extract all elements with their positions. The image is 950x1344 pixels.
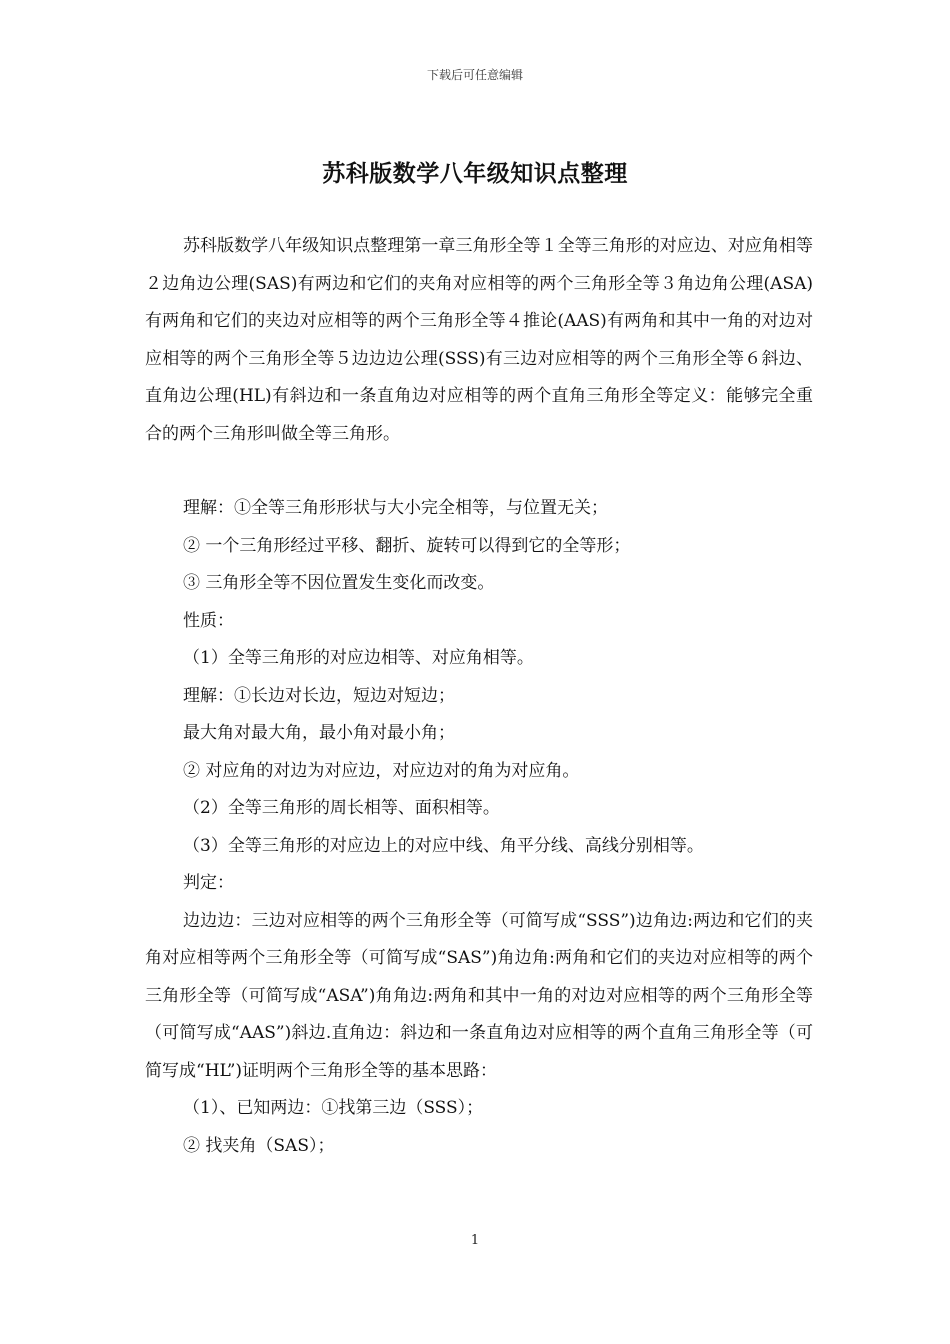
property-1-understanding: 理解：①长边对长边，短边对短边； xyxy=(183,685,455,706)
proof-step-1: （1）、已知两边：①找第三边（SSS）； xyxy=(183,1098,484,1118)
understanding-line-2: ② 一个三角形经过平移、翻折、旋转可以得到它的全等形； xyxy=(183,535,631,556)
proof-step-2: ② 找夹角（SAS）； xyxy=(183,1135,335,1156)
header-note: 下载后可任意编辑 xyxy=(426,68,523,82)
document-body xyxy=(145,228,813,1165)
judgement-paragraph: 边边边：三边对应相等的两个三角形全等（可简写成“SSS”)边角边:两边和它们的夹角对应相等两个三角形全等（可简写成“SAS”)角边角:两角和它们的夹边对应相等的两个三角形全等（可简写成“ASA”)角角边:两角和其中一角的对边对应相等的两个三角形全等（可简写成“AAS”)斜边.直角边：斜边和一条直角边对应相等的两个直角三角形全等（可简写成“HL”)证明两个三角形全等的基本思路： xyxy=(145,910,813,1081)
property-3: （3）全等三角形的对应边上的对应中线、角平分线、高线分别相等。 xyxy=(183,835,704,856)
property-1-understanding-2: 最大角对最大角，最小角对最小角； xyxy=(183,723,455,743)
property-1: （1）全等三角形的对应边相等、对应角相等。 xyxy=(183,648,534,668)
intro-paragraph: 苏科版数学八年级知识点整理第一章三角形全等１全等三角形的对应边、对应角相等２边角边公理(SAS)有两边和它们的夹角对应相等的两个三角形全等３角边角公理(ASA)有两角和它们的夹边对应相等的两个三角形全等４推论(AAS)有两角和其中一角的对边对应相等的两个三角形全等５边边边公理(SSS)有三边对应相等的两个三角形全等６斜边、直角边公理(HL)有斜边和一条直角边对应相等的两个直角三角形全等定义：能够完全重合的两个三角形叫做全等三角形。 xyxy=(145,236,813,444)
property-2: （2）全等三角形的周长相等、面积相等。 xyxy=(183,798,500,818)
understanding-line-3: ③ 三角形全等不因位置发生变化而改变。 xyxy=(183,573,495,593)
properties-heading: 性质： xyxy=(183,610,234,631)
document-title: 苏科版数学八年级知识点整理 xyxy=(322,160,628,187)
understanding-line-1: 理解：①全等三角形形状与大小完全相等，与位置无关； xyxy=(183,498,608,518)
property-1-understanding-3: ② 对应角的对边为对应边，对应边对的角为对应角。 xyxy=(183,760,580,781)
judgement-heading: 判定： xyxy=(183,873,234,893)
page-number: 1 xyxy=(470,1233,480,1248)
